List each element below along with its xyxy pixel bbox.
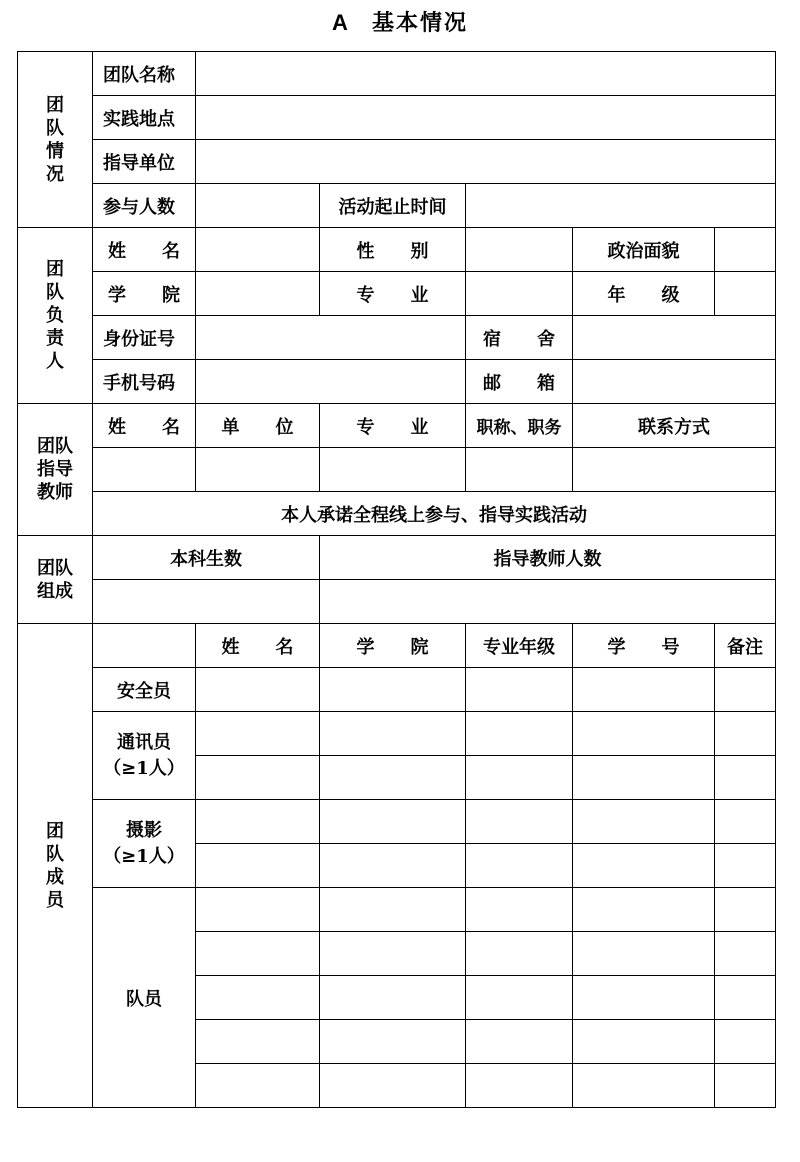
leader-gender-field[interactable] — [466, 228, 573, 272]
member-cell[interactable] — [715, 756, 776, 800]
member-cell[interactable] — [573, 888, 715, 932]
section-team-info: 团队情况 — [18, 52, 93, 228]
leader-grade-label: 年 级 — [573, 272, 715, 316]
advisor-header-unit: 单 位 — [196, 404, 320, 448]
members-header-name: 姓 名 — [196, 624, 320, 668]
member-cell[interactable] — [196, 932, 320, 976]
member-cell[interactable] — [573, 1020, 715, 1064]
member-cell[interactable] — [573, 844, 715, 888]
member-cell[interactable] — [320, 1064, 466, 1108]
member-cell[interactable] — [196, 1020, 320, 1064]
undergrad-count-label: 本科生数 — [93, 536, 320, 580]
member-cell[interactable] — [715, 888, 776, 932]
advisor-title-field[interactable] — [466, 448, 573, 492]
member-cell[interactable] — [573, 1064, 715, 1108]
advisor-header-major: 专 业 — [320, 404, 466, 448]
leader-politics-label: 政治面貌 — [573, 228, 715, 272]
leader-dorm-field[interactable] — [573, 316, 776, 360]
leader-name-field[interactable] — [196, 228, 320, 272]
advisor-major-field[interactable] — [320, 448, 466, 492]
member-cell[interactable] — [320, 800, 466, 844]
basic-info-form — [17, 51, 776, 1108]
leader-dorm-label: 宿 舍 — [466, 316, 573, 360]
leader-major-field[interactable] — [466, 272, 573, 316]
advisor-count-field[interactable] — [320, 580, 776, 624]
member-cell[interactable] — [320, 1020, 466, 1064]
member-cell[interactable] — [715, 932, 776, 976]
advisor-header-contact: 联系方式 — [573, 404, 776, 448]
leader-id-label: 身份证号 — [93, 316, 196, 360]
leader-major-label: 专 业 — [320, 272, 466, 316]
member-cell[interactable] — [715, 976, 776, 1020]
leader-email-label: 邮 箱 — [466, 360, 573, 404]
section-members: 团队成员 — [18, 624, 93, 1108]
title-text: 基本情况 — [371, 10, 468, 36]
advisor-contact-field[interactable] — [573, 448, 776, 492]
location-field[interactable] — [196, 96, 776, 140]
member-cell[interactable] — [196, 976, 320, 1020]
member-cell[interactable] — [196, 1064, 320, 1108]
role-comms-label: 通讯员 — [117, 731, 171, 753]
member-cell[interactable] — [196, 844, 320, 888]
member-cell[interactable] — [196, 888, 320, 932]
leader-gender-label: 性 别 — [320, 228, 466, 272]
section-advisor: 团队指导教师 — [18, 404, 93, 536]
member-cell[interactable] — [573, 712, 715, 756]
member-cell[interactable] — [466, 976, 573, 1020]
member-cell[interactable] — [573, 756, 715, 800]
role-photo-note: （≥1人） — [103, 845, 185, 867]
advisor-name-field[interactable] — [93, 448, 196, 492]
leader-phone-field[interactable] — [196, 360, 466, 404]
member-cell[interactable] — [320, 712, 466, 756]
member-cell[interactable] — [715, 844, 776, 888]
member-cell[interactable] — [466, 844, 573, 888]
member-cell[interactable] — [196, 712, 320, 756]
members-header-remark: 备注 — [715, 624, 776, 668]
section-composition: 团队组成 — [18, 536, 93, 624]
member-cell[interactable] — [466, 932, 573, 976]
members-header-college: 学 院 — [320, 624, 466, 668]
participant-count-field[interactable] — [196, 184, 320, 228]
title-letter: A — [332, 10, 350, 35]
member-cell[interactable] — [196, 800, 320, 844]
participant-count-label: 参与人数 — [93, 184, 196, 228]
member-cell[interactable] — [715, 712, 776, 756]
member-cell[interactable] — [466, 756, 573, 800]
leader-politics-field[interactable] — [715, 228, 776, 272]
member-cell[interactable] — [573, 976, 715, 1020]
role-photo-label: 摄影 — [126, 819, 162, 841]
members-header-student-id: 学 号 — [573, 624, 715, 668]
member-cell[interactable] — [573, 668, 715, 712]
member-cell[interactable] — [466, 712, 573, 756]
member-cell[interactable] — [196, 756, 320, 800]
member-cell[interactable] — [466, 668, 573, 712]
guiding-unit-field[interactable] — [196, 140, 776, 184]
advisor-header-title: 职称、职务 — [466, 404, 573, 448]
location-label: 实践地点 — [93, 96, 196, 140]
member-cell[interactable] — [573, 932, 715, 976]
member-cell[interactable] — [196, 668, 320, 712]
activity-period-label: 活动起止时间 — [320, 184, 466, 228]
leader-name-label: 姓 名 — [93, 228, 196, 272]
leader-college-field[interactable] — [196, 272, 320, 316]
role-photo — [93, 800, 196, 888]
member-cell[interactable] — [715, 800, 776, 844]
member-cell[interactable] — [320, 932, 466, 976]
members-header-blank — [93, 624, 196, 668]
role-comms-note: （≥1人） — [103, 757, 185, 779]
team-name-label: 团队名称 — [93, 52, 196, 96]
advisor-commitment: 本人承诺全程线上参与、指导实践活动 — [93, 492, 776, 536]
activity-period-field[interactable] — [466, 184, 776, 228]
member-cell[interactable] — [320, 844, 466, 888]
member-cell[interactable] — [466, 1064, 573, 1108]
team-name-field[interactable] — [196, 52, 776, 96]
member-cell[interactable] — [466, 888, 573, 932]
leader-email-field[interactable] — [573, 360, 776, 404]
member-cell[interactable] — [320, 756, 466, 800]
leader-id-field[interactable] — [196, 316, 466, 360]
member-cell[interactable] — [715, 1064, 776, 1108]
page-title — [0, 6, 800, 40]
undergrad-count-field[interactable] — [93, 580, 320, 624]
role-safety: 安全员 — [93, 668, 196, 712]
role-comms — [93, 712, 196, 800]
member-cell[interactable] — [715, 1020, 776, 1064]
leader-grade-field[interactable] — [715, 272, 776, 316]
member-cell[interactable] — [320, 668, 466, 712]
members-header-major-grade: 专业年级 — [466, 624, 573, 668]
member-cell[interactable] — [320, 976, 466, 1020]
advisor-count-label: 指导教师人数 — [320, 536, 776, 580]
member-cell[interactable] — [320, 888, 466, 932]
member-cell[interactable] — [466, 1020, 573, 1064]
leader-college-label: 学 院 — [93, 272, 196, 316]
role-member: 队员 — [93, 888, 196, 1108]
advisor-header-name: 姓 名 — [93, 404, 196, 448]
member-cell[interactable] — [466, 800, 573, 844]
member-cell[interactable] — [715, 668, 776, 712]
leader-phone-label: 手机号码 — [93, 360, 196, 404]
member-cell[interactable] — [573, 800, 715, 844]
guiding-unit-label: 指导单位 — [93, 140, 196, 184]
advisor-unit-field[interactable] — [196, 448, 320, 492]
section-team-leader: 团队负责人 — [18, 228, 93, 404]
